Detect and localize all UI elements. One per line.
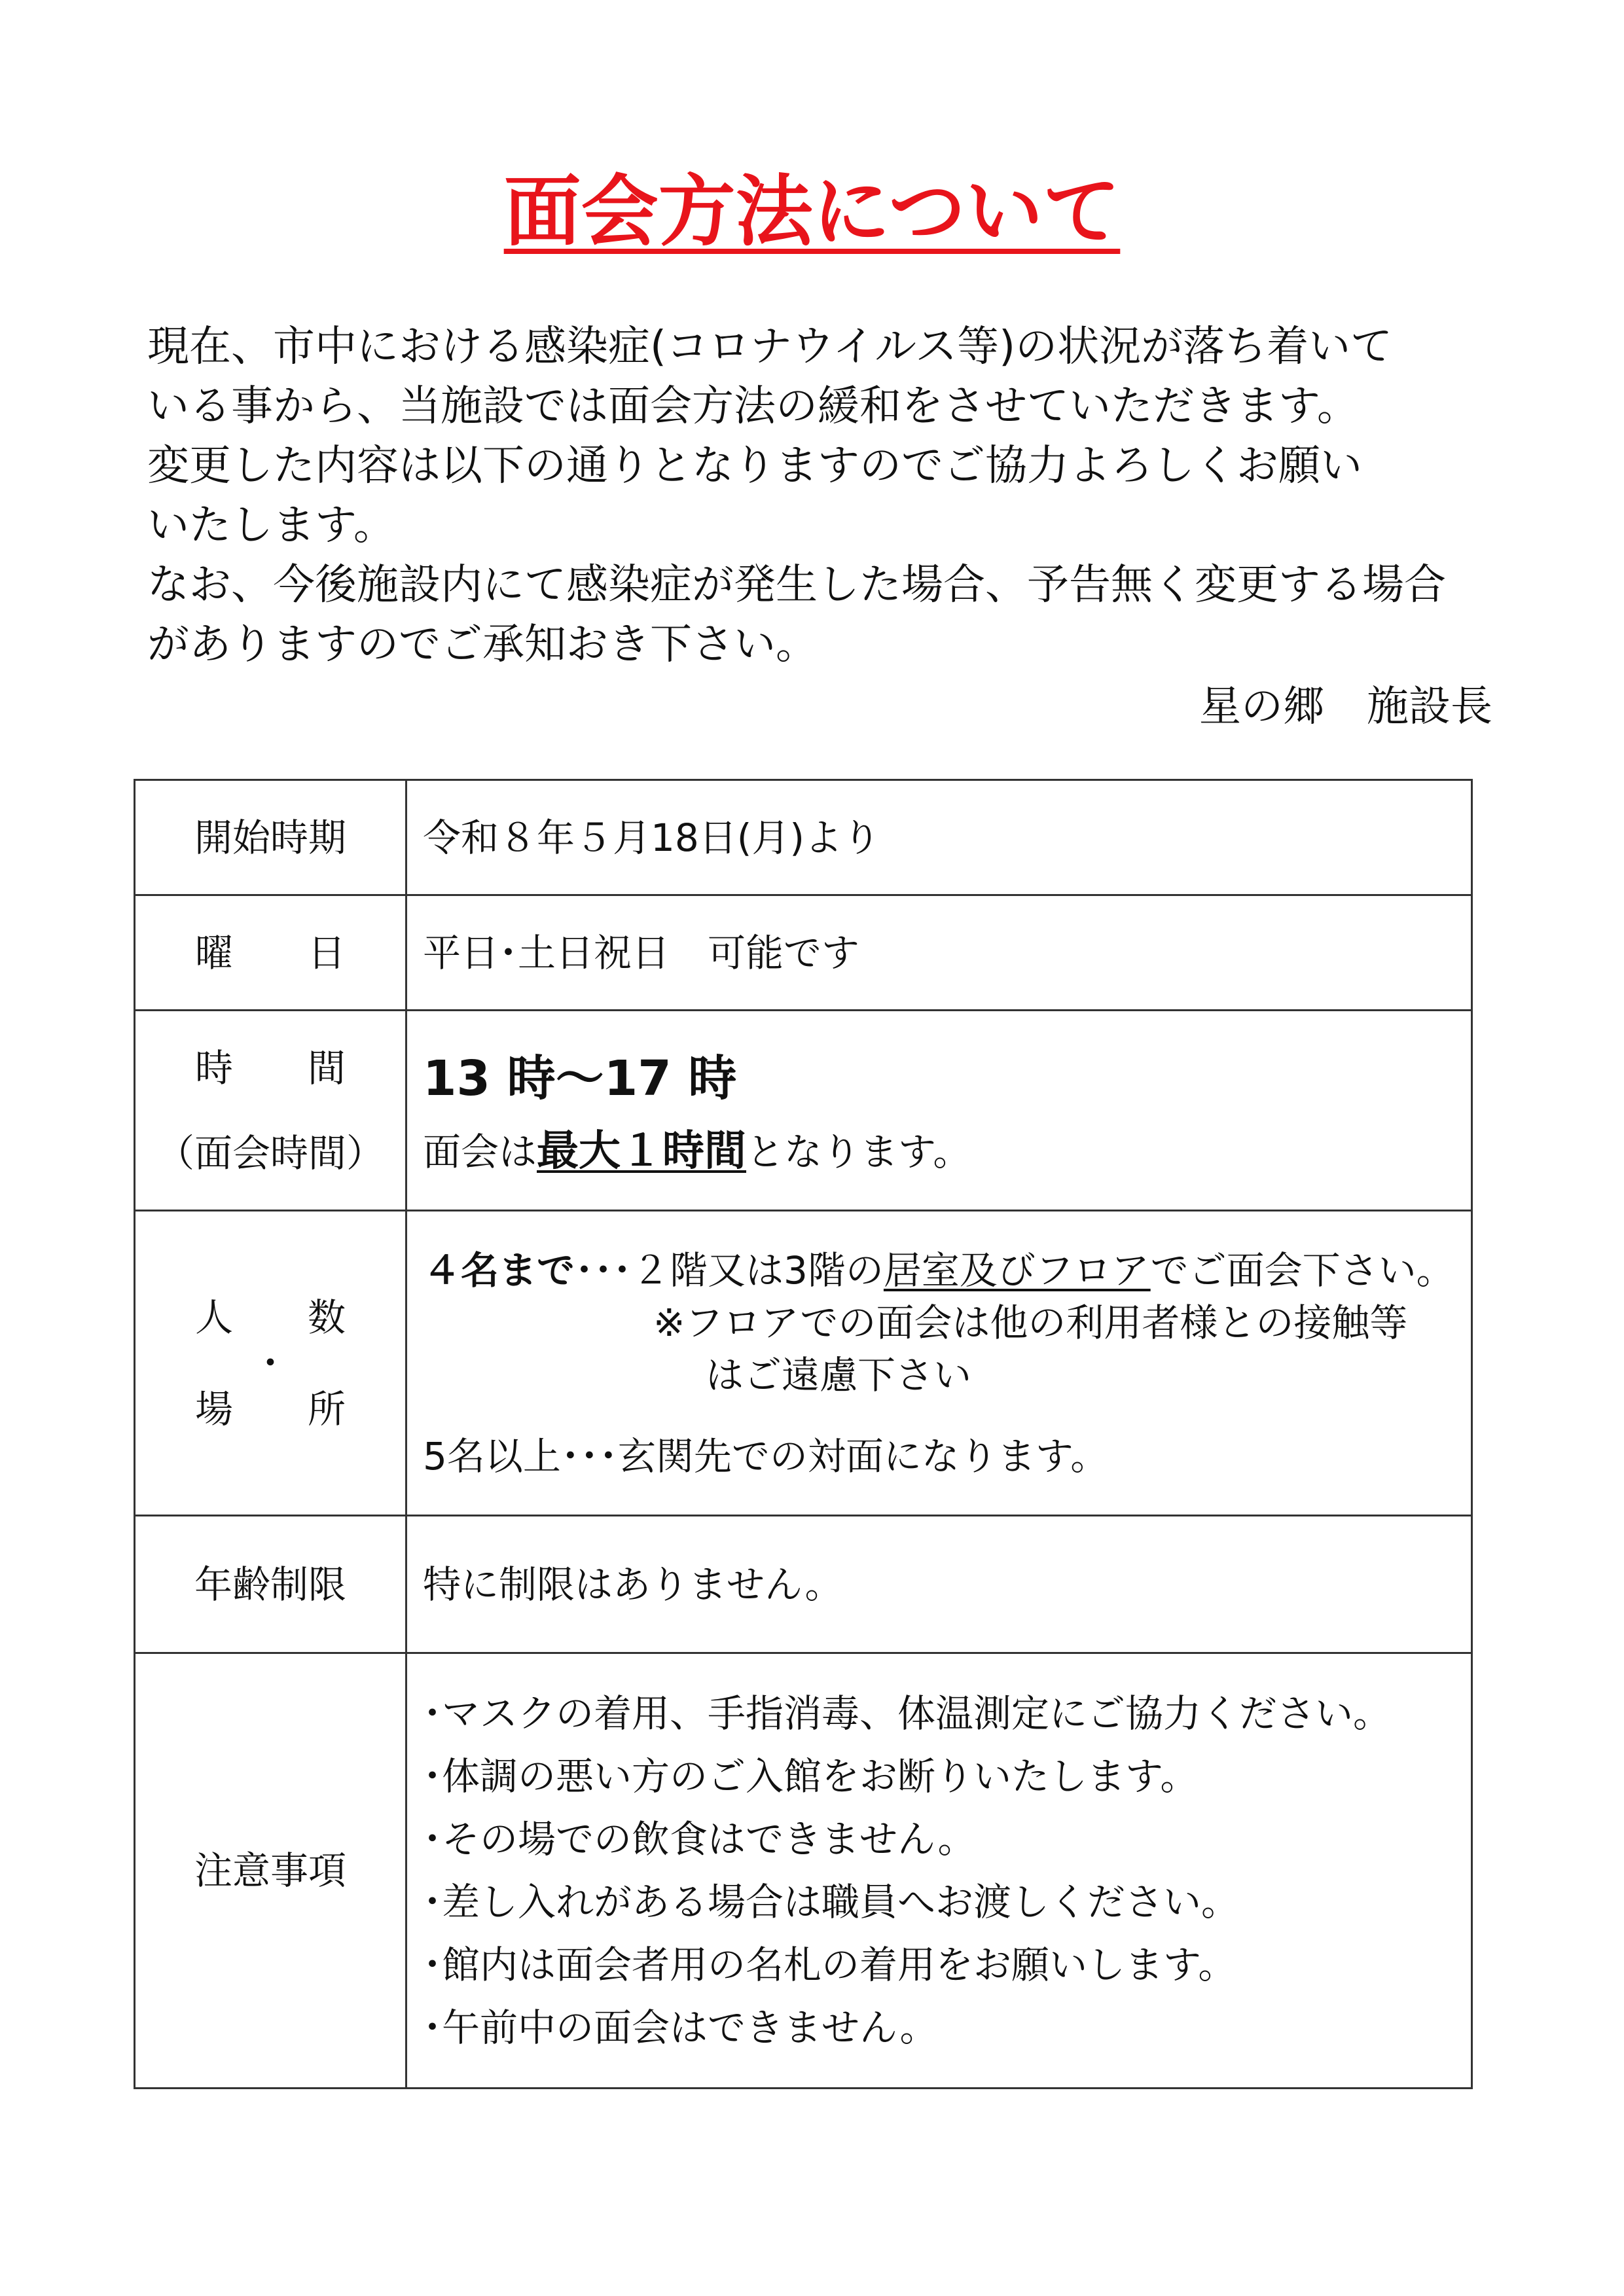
visit-duration: 面会は最大１時間となります。: [423, 1127, 971, 1175]
time-label: [135, 1011, 406, 1211]
start-value: 令和８年５月18日(月)より: [406, 780, 1472, 895]
max-duration: 最大１時間: [537, 1127, 747, 1175]
table-row-days: [135, 895, 1472, 1011]
visit-hours: 13 時～17 時: [423, 1050, 737, 1107]
time-label-char: 間: [307, 1045, 346, 1090]
days-label-char: 日: [307, 930, 346, 975]
table-row-people: [135, 1211, 1472, 1516]
people-note: はご遠慮下さい: [706, 1352, 972, 1397]
people-line-1: ４名まで･･･２階又は3階の居室及びフロアでご面会下さい。: [423, 1247, 1454, 1293]
table-row-age: [135, 1516, 1472, 1653]
caution-item: ･館内は面会者用の名札の着用をお願いします。: [423, 1943, 1236, 1987]
time-label-sub: （面会時間）: [156, 1130, 384, 1175]
table-row-time: [135, 1011, 1472, 1211]
intro-line: 変更した内容は以下の通りとなりますのでご協力よろしくお願い: [147, 442, 1362, 490]
age-value: 特に制限はありません。: [406, 1516, 1472, 1653]
table-row-cautions: [135, 1653, 1472, 2089]
signature: 星の郷 施設長: [1199, 683, 1492, 731]
days-value: 平日･土日祝日 可能です: [406, 895, 1472, 1011]
days-label-char: 曜: [195, 930, 234, 975]
time-label-char: 時: [195, 1045, 234, 1090]
time-value: [406, 1011, 1472, 1211]
people-line-2: 5名以上･･･玄関先での対面になります。: [423, 1433, 1109, 1479]
intro-line: いる事から、当施設では面会方法の緩和をさせていただきます。: [147, 382, 1359, 431]
caution-item: ･体調の悪い方のご入館をお断りいたします。: [423, 1754, 1199, 1799]
visit-info-table: [134, 779, 1473, 2089]
intro-line: がありますのでご承知おき下さい。: [147, 620, 818, 669]
intro-line: 現在、市中における感染症(コロナウイルス等)の状況が落ち着いて: [147, 323, 1393, 371]
days-label: [135, 895, 406, 1011]
room-and-floor: 居室及びフロア: [883, 1247, 1151, 1293]
table-row-start: [135, 780, 1472, 895]
caution-item: ･午前中の面会はできません。: [423, 2005, 938, 2050]
cautions-label: 注意事項: [135, 1653, 406, 2089]
caution-item: ･その場での飲食はできません。: [423, 1817, 976, 1861]
caution-item: ･マスクの着用、手指消毒、体温測定にご協力ください。: [423, 1691, 1392, 1736]
caution-item: ･差し入れがある場合は職員へお渡しください。: [423, 1880, 1240, 1924]
people-place-label: 人 数 ・ 場 所: [135, 1211, 406, 1516]
cautions-list: [406, 1653, 1472, 2089]
people-note: ※フロアでの面会は他の利用者様との接触等: [653, 1300, 1408, 1345]
intro-text: [147, 317, 1522, 675]
age-label: 年齢制限: [135, 1516, 406, 1653]
start-label: 開始時期: [135, 780, 406, 895]
intro-line: いたします。: [147, 501, 395, 550]
people-place-value: [406, 1211, 1472, 1516]
page-title: 面会方法について: [503, 166, 1121, 257]
intro-line: なお、今後施設内にて感染症が発生した場合、予告無く変更する場合: [147, 561, 1446, 609]
